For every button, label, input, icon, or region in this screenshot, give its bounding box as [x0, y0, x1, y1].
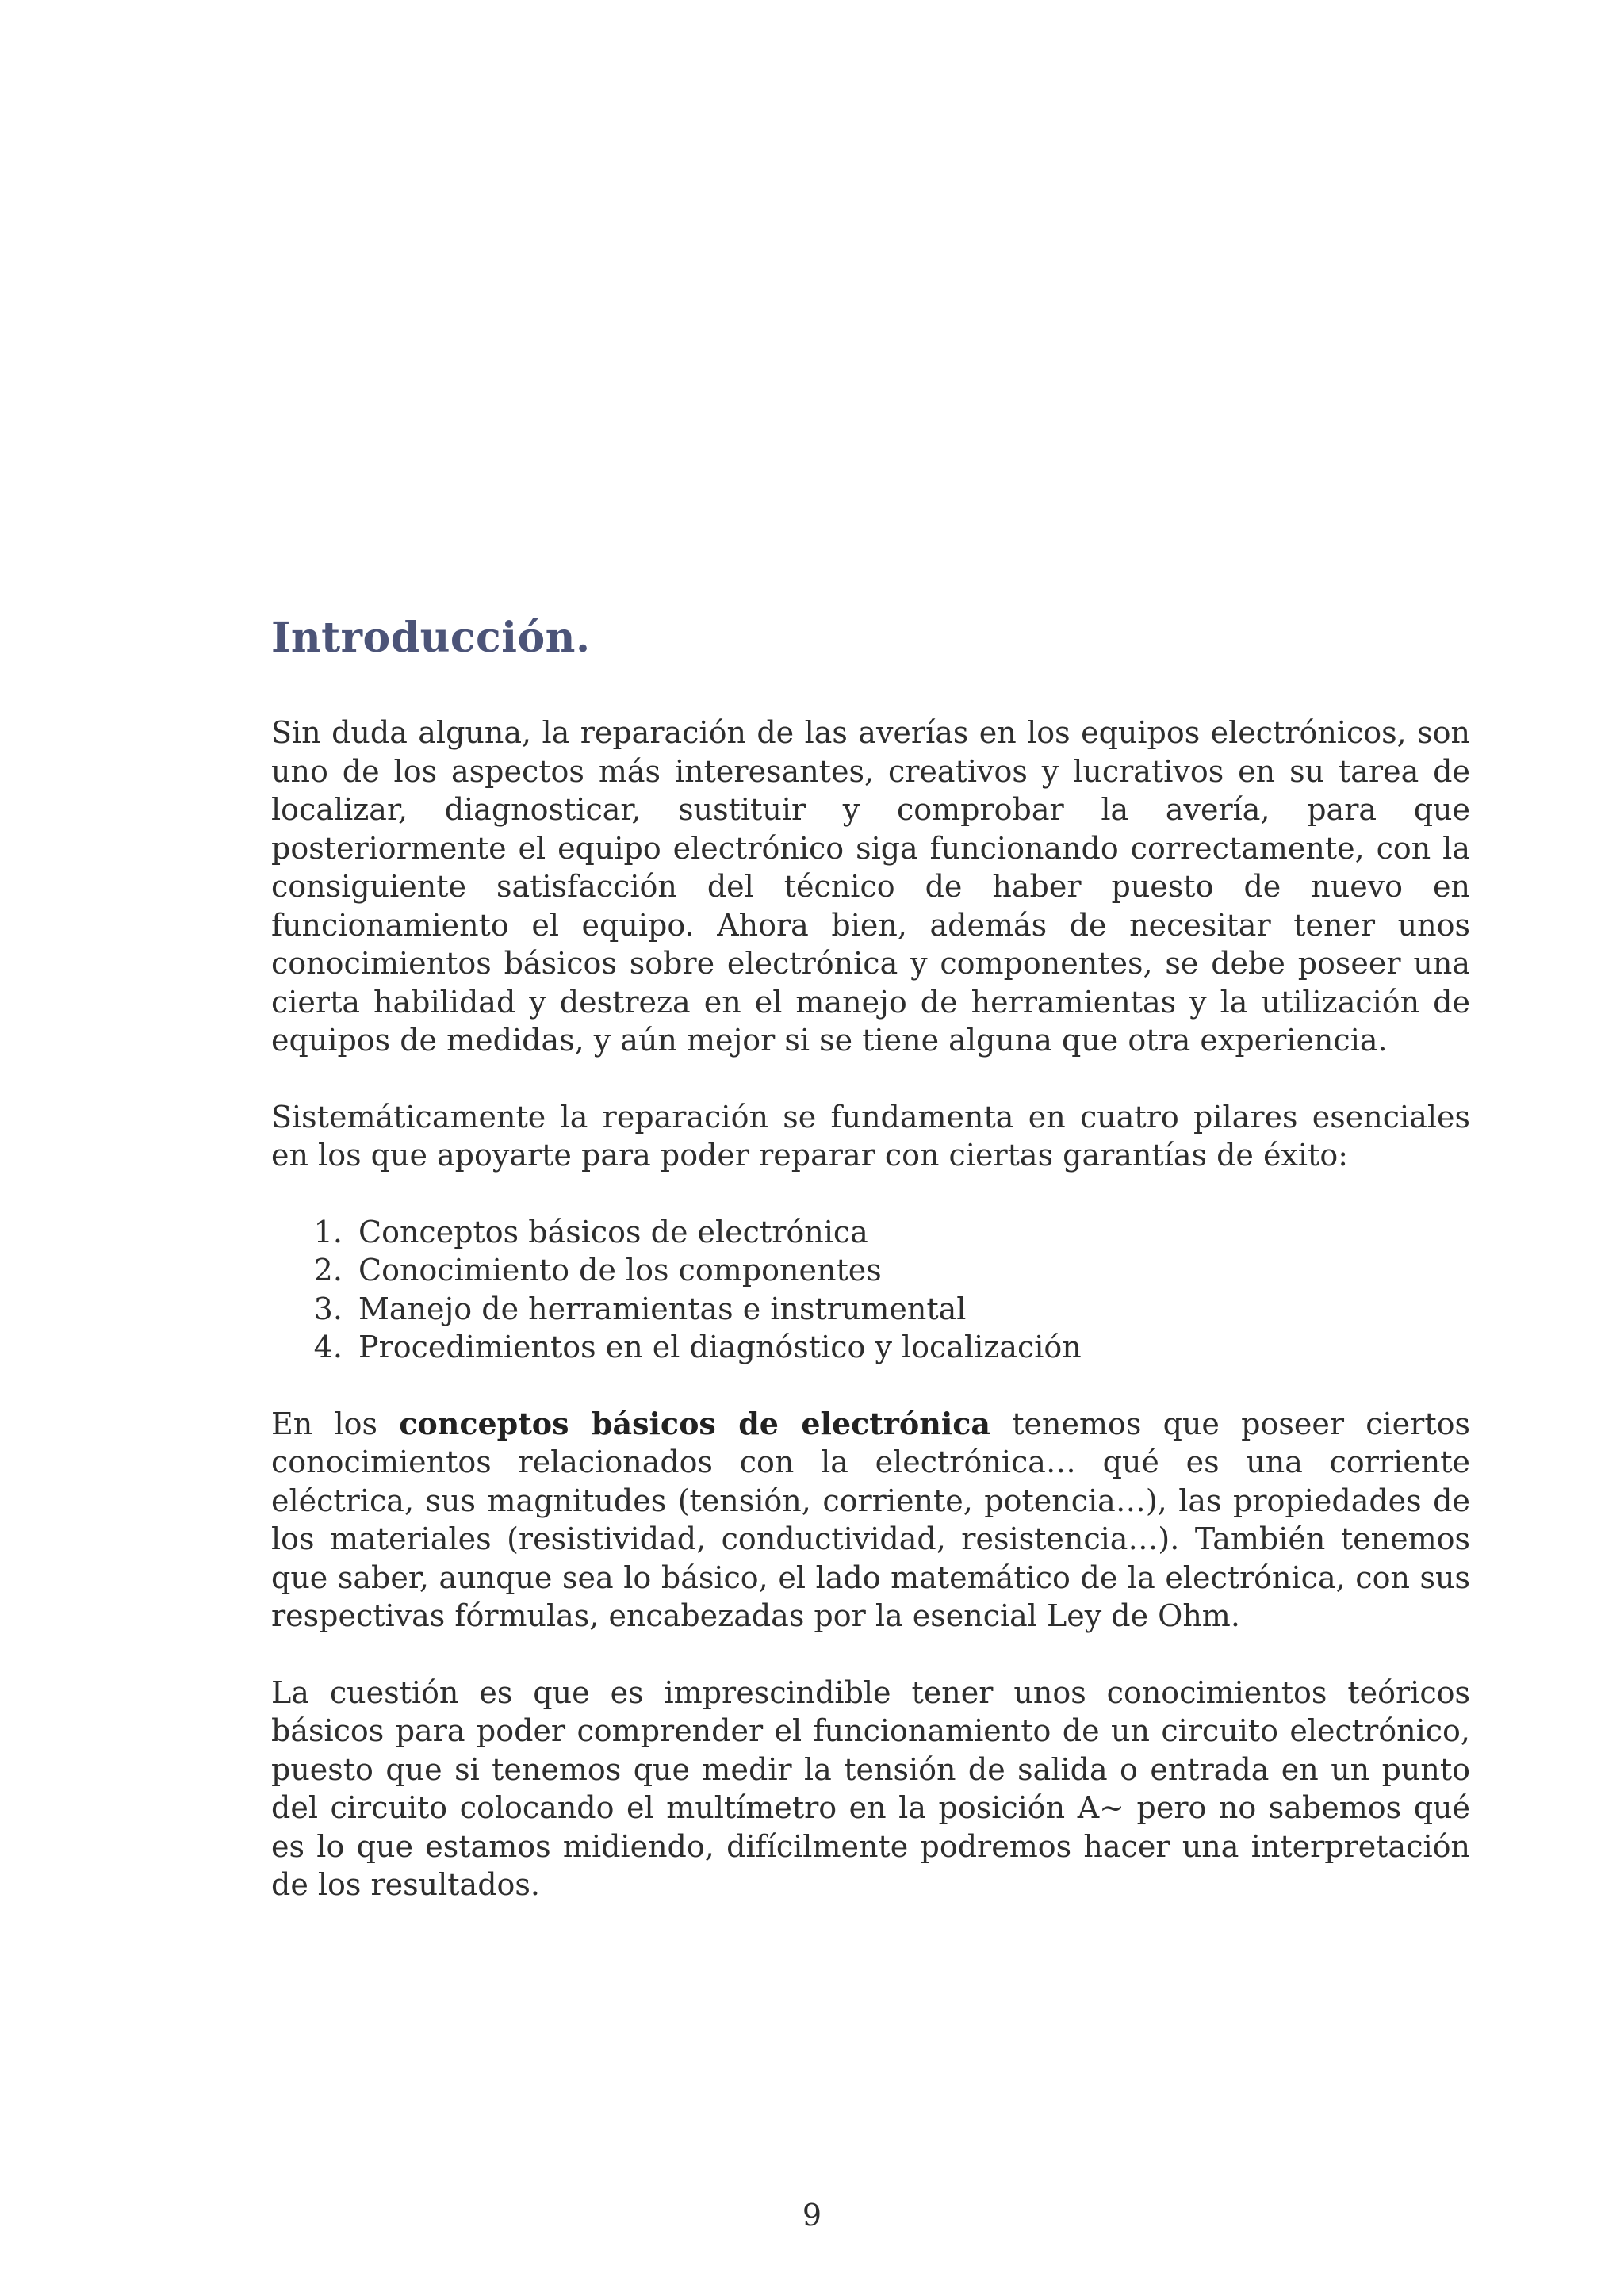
basic-concepts-paragraph: [271, 1405, 1470, 1636]
list-item: 3. Manejo de herramientas e instrumental: [352, 1290, 1470, 1329]
list-item: 2. Conocimiento de los componentes: [352, 1251, 1470, 1290]
pillars-intro-paragraph: Sistemáticamente la reparación se fundamenta en cuatro pilares esenciales en los que apoyarte para poder reparar con ciertas garantías de éxito:: [271, 1099, 1470, 1173]
theory-paragraph: La cuestión es que es imprescindible tener unos conocimientos teóricos básicos para poder comprender el funcionamiento de un circuito electrónico, puesto que si tenemos que medir la tensión de salida o entrada en un punto del circuito colocando el multímetro en la posición A~ pero no sabemos qué es lo que estamos midiendo, difícilmente podremos hacer una interpretación de los resultados.: [271, 1674, 1470, 1902]
basic-concepts-prefix: En los: [271, 1406, 400, 1441]
basic-concepts-bold-term: conceptos básicos de electrónica: [399, 1405, 991, 1441]
intro-paragraph: Sin duda alguna, la reparación de las averías en los equipos electrónicos, son uno de los aspectos más interesantes, creativos y lucrativos en su tarea de localizar, diagnosticar, sustituir y comprobar la avería, para que posteriormente el equipo electrónico siga funcionando correctamente, con la consiguiente satisfacción del técnico de haber puesto de nuevo en funcionamiento el equipo. Ahora bien, además de necesitar tener unos conocimientos básicos sobre electrónica y componentes, se debe poseer una cierta habilidad y destreza en el manejo de herramientas y la utilización de equipos de medidas, y aún mejor si se tiene alguna que otra experiencia.: [271, 715, 1470, 1058]
basic-concepts-suffix: tenemos que poseer ciertos conocimientos relacionados con la electrónica… qué es una corriente eléctrica, sus magnitudes (tensión, corriente, potencia…), las propiedades de los materiales (resistividad, conductividad, resistencia…). También tenemos que saber, aunque sea lo básico, el lado matemático de la electrónica, con sus respectivas fórmulas, encabezadas por la esencial Ley de Ohm.: [271, 1406, 1470, 1633]
pillars-list: [271, 1213, 1470, 1367]
page-content: [271, 610, 1470, 1942]
section-title: Introducción.: [271, 614, 591, 662]
list-item: 4. Procedimientos en el diagnóstico y localización: [352, 1328, 1470, 1367]
list-item: 1. Conceptos básicos de electrónica: [352, 1213, 1470, 1252]
page-number: 9: [802, 2198, 822, 2233]
